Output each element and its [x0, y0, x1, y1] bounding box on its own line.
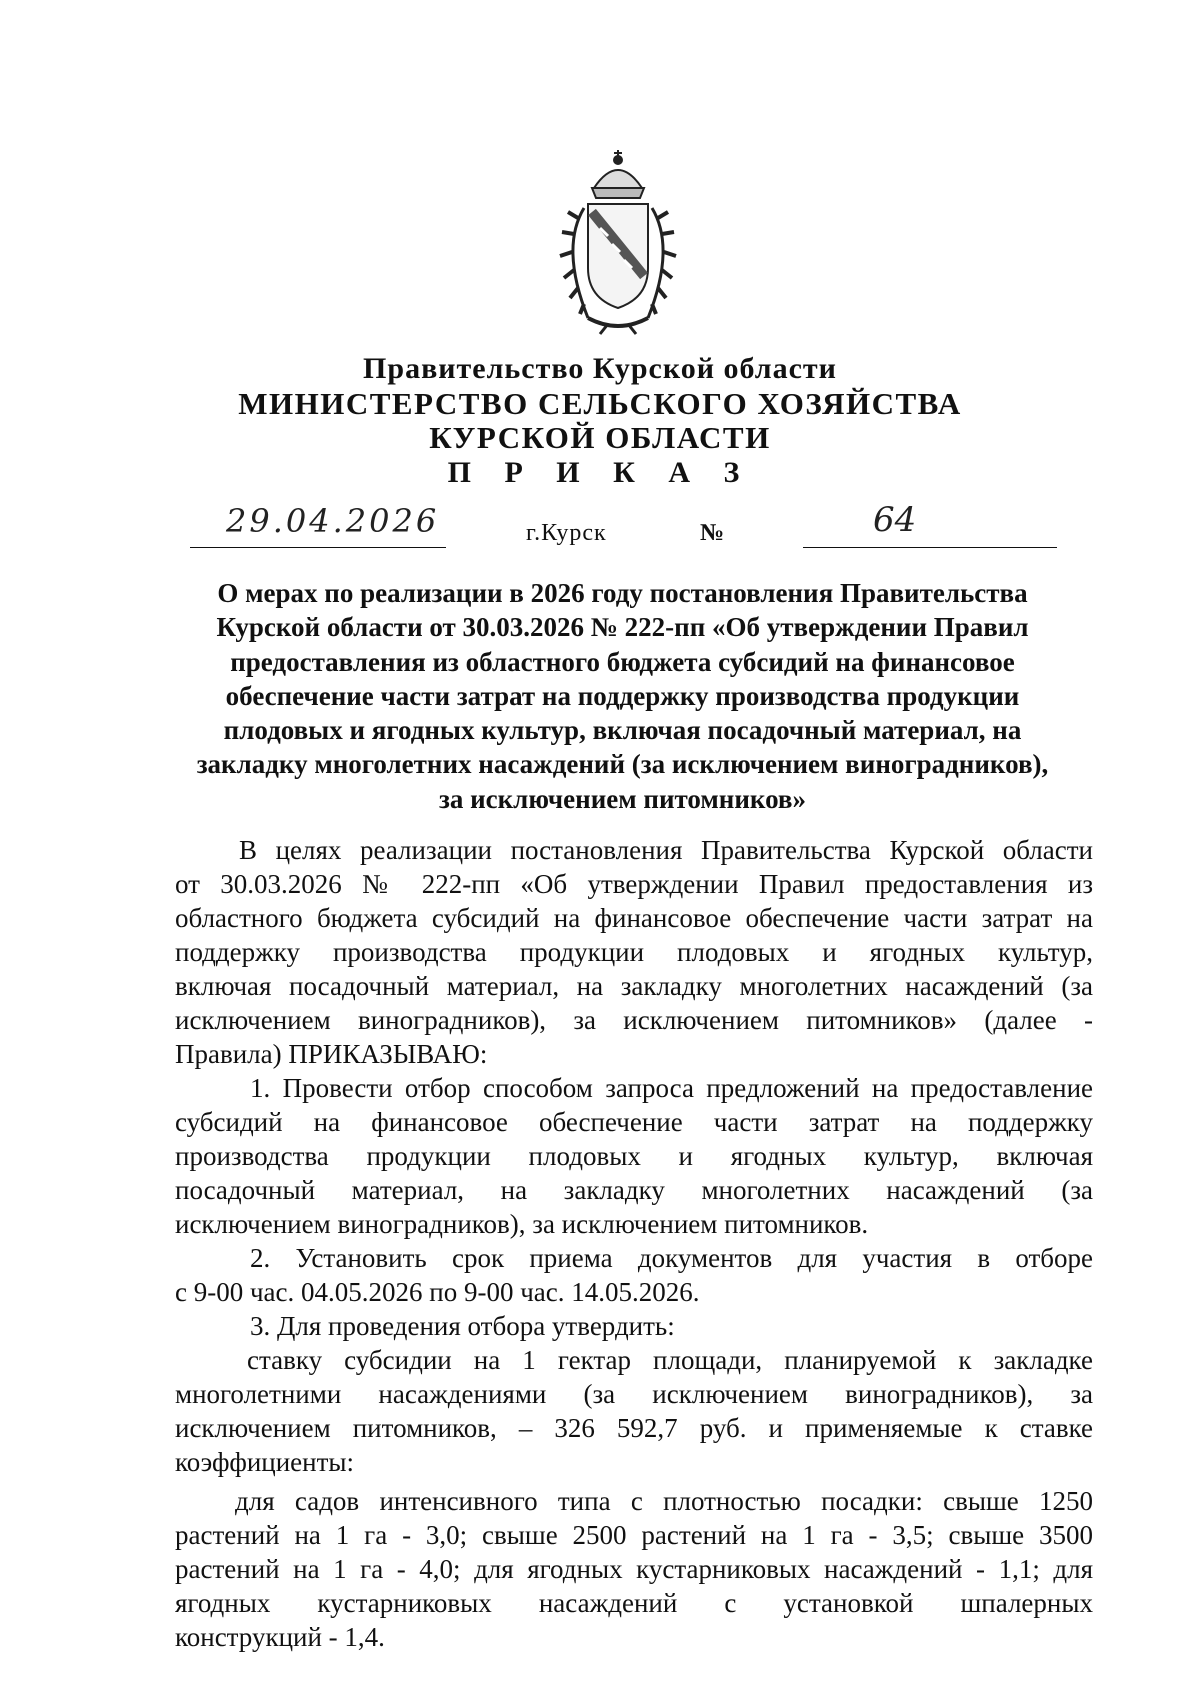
item-2-paragraph — [175, 1241, 1093, 1309]
number-sign: № — [700, 520, 725, 546]
title-line: О мерах по реализации в 2026 году постановления Правительства — [217, 578, 1028, 608]
body-line: областного бюджета субсидий на финансовое обеспечение части затрат на — [175, 903, 1093, 933]
city-name: г.Курск — [526, 520, 607, 546]
body-line: субсидий на финансовое обеспечение части затрат на поддержку — [175, 1107, 1093, 1137]
order-date: 29.04.2026 — [226, 502, 440, 540]
body-line: растений на 1 га - 3,0; свыше 2500 растений на 1 га - 3,5; свыше 3500 — [175, 1520, 1093, 1550]
body-line: 2. Установить срок приема документов для участия в отборе — [250, 1243, 1093, 1273]
body-line: производства продукции плодовых и ягодных культур, включая — [175, 1141, 1093, 1171]
coefficients-paragraph — [175, 1484, 1093, 1654]
item-3-paragraph — [175, 1309, 1093, 1343]
body-line: В целях реализации постановления Правительства Курской области — [239, 835, 1093, 865]
coat-of-arms-icon — [548, 148, 688, 338]
title-line: плодовых и ягодных культур, включая посадочный материал, на — [223, 715, 1022, 746]
body-line: коэффициенты: — [175, 1447, 355, 1477]
government-name: Правительство Курской области — [363, 352, 837, 385]
body-line: посадочный материал, на закладку многолетних насаждений (за — [175, 1175, 1093, 1205]
body-line: 3. Для проведения отбора утвердить: — [250, 1311, 675, 1341]
intro-paragraph — [175, 833, 1093, 1071]
body-line: исключением питомников, – 326 592,7 руб. и применяемые к ставке — [175, 1413, 1093, 1443]
body-line: с 9-00 час. 04.05.2026 по 9-00 час. 14.05.2026. — [175, 1277, 700, 1307]
body-line: для садов интенсивного типа с плотностью посадки: свыше 1250 — [235, 1486, 1093, 1516]
body-line: поддержку производства продукции плодовых и ягодных культур, — [175, 937, 1093, 967]
body-line: включая посадочный материал, на закладку многолетних насаждений (за — [175, 971, 1093, 1001]
body-line: 1. Провести отбор способом запроса предложений на предоставление — [250, 1073, 1093, 1103]
body-line: исключением виноградников), за исключением питомников. — [175, 1209, 869, 1239]
body-line: от 30.03.2026 № 222-пп «Об утверждении Правил предоставления из — [175, 869, 1093, 899]
rate-paragraph — [175, 1343, 1093, 1479]
body-line: многолетними насаждениями (за исключением виноградников), за — [175, 1379, 1093, 1409]
ministry-name-line2: КУРСКОЙ ОБЛАСТИ — [429, 420, 771, 455]
body-line: ягодных кустарниковых насаждений с установкой шпалерных — [175, 1588, 1093, 1618]
number-underline — [803, 505, 1057, 548]
body-line: ставку субсидии на 1 гектар площади, планируемой к закладке — [247, 1345, 1093, 1375]
body-line: растений на 1 га - 4,0; для ягодных кустарниковых насаждений - 1,1; для — [175, 1554, 1093, 1584]
document-type: П Р И К А З — [447, 456, 753, 489]
title-line: закладку многолетних насаждений (за исключением виноградников), — [196, 749, 1049, 780]
title-line: предоставления из областного бюджета субсидий на финансовое — [230, 646, 1015, 677]
body-line: Правила) ПРИКАЗЫВАЮ: — [175, 1039, 488, 1069]
body-line: исключением виноградников), за исключением питомников» (далее - — [175, 1005, 1093, 1035]
ministry-name-line1: МИНИСТЕРСТВО СЕЛЬСКОГО ХОЗЯЙСТВА — [238, 386, 962, 421]
title-line: обеспечение части затрат на поддержку производства продукции — [225, 680, 1020, 711]
title-line: за исключением питомников» — [438, 783, 807, 814]
body-line: конструкций - 1,4. — [175, 1622, 385, 1652]
item-1-paragraph — [175, 1071, 1093, 1241]
title-line: Курской области от 30.03.2026 № 222-пп «Об утверждении Правил — [216, 612, 1029, 643]
order-number: 64 — [873, 500, 917, 540]
order-title — [170, 576, 1075, 816]
